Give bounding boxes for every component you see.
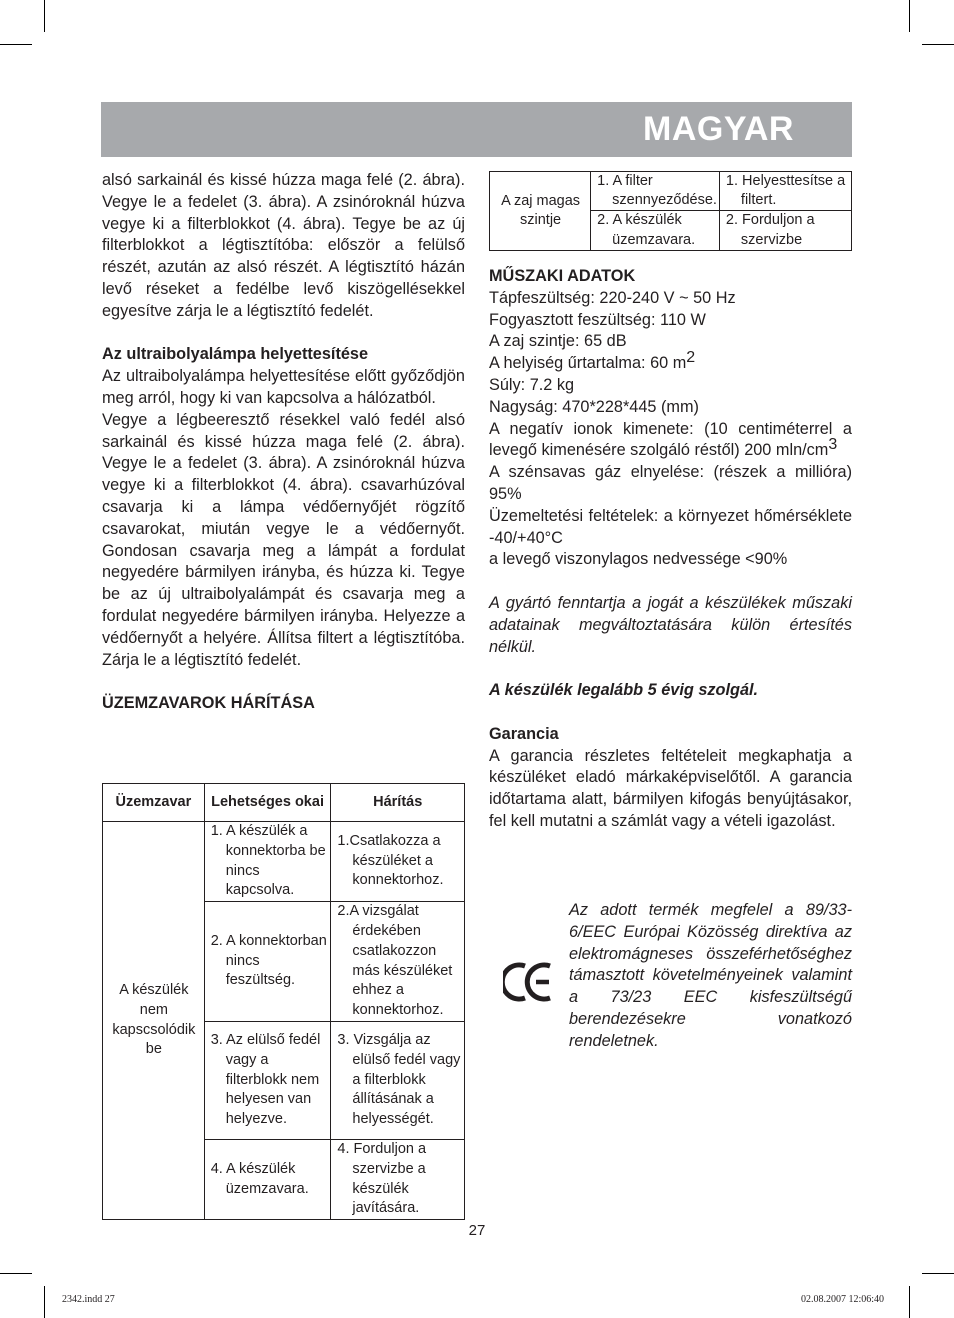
spec-voltage: Tápfeszültség: 220-240 V ~ 50 Hz <box>489 288 736 307</box>
column-header-fix: Hárítás <box>331 784 465 822</box>
troubleshooting-heading: ÜZEMZAVAROK HÁRÍTÁSA <box>102 694 315 713</box>
ce-conformity-text: Az adott termék megfelel a 89/33-6/EEC Európai Közösség direktíva az elektromágneses összeférhetőséghez támasztott követelményeinek valamint a 73/23 EEC kisfeszültségű berendezésekre vonatkozó rendeletnek. <box>569 901 852 1050</box>
spec-weight: Súly: 7.2 kg <box>489 375 575 394</box>
rights-notice: A gyártó fenntartja a jogát a készülékek műszaki adatainak megváltoztatására külön értesítés nélkül. <box>489 593 852 656</box>
cause-text: 2. A konnektorban nincs feszültség. <box>210 932 327 989</box>
spec-size: Nagyság: 470*228*445 (mm) <box>489 397 699 416</box>
cause-text: 1. A készülék a konnektorba be nincs kapcsolva. <box>210 823 326 899</box>
fix-cell <box>719 172 851 211</box>
fix-text: 1.Csatlakozza a készüléket a konnektorhoz. <box>337 832 444 889</box>
language-header-bar <box>101 102 852 157</box>
table-row <box>490 172 852 211</box>
guarantee-heading: Garancia <box>489 724 559 743</box>
column-header-problem: Üzemzavar <box>103 784 205 822</box>
specs-heading: MŰSZAKI ADATOK <box>489 267 636 285</box>
crop-mark <box>909 0 910 32</box>
ce-mark-icon <box>503 960 555 1004</box>
cause-text: 1. A filter szennyeződése. <box>597 173 717 209</box>
uv-lamp-paragraph-1: Az ultraibolyalámpa helyettesítése előtt győződjön meg arról, hogy ki van kapcsolva a hálózatból. <box>102 367 465 407</box>
language-title: MAGYAR <box>643 110 794 148</box>
footer-file-info: 2342.indd 27 <box>62 1294 115 1305</box>
cause-cell <box>204 822 331 902</box>
fix-text: 2. Forduljon a szervizbe <box>725 212 815 248</box>
spec-ions <box>489 419 852 463</box>
crop-mark <box>0 1273 32 1274</box>
crop-mark <box>44 0 45 32</box>
spec-humidity: a levegő viszonylagos nedvessége <90% <box>489 550 788 569</box>
spec-conditions: Üzemeltetési feltételek: a környezet hőmérséklete -40/+40°C <box>489 506 852 547</box>
service-life-notice: A készülék legalább 5 évig szolgál. <box>489 681 759 700</box>
spec-room-volume <box>489 349 852 375</box>
right-column <box>489 266 852 833</box>
cause-text: 4. A készülék üzemzavara. <box>210 1160 309 1197</box>
fix-text: 3. Vizsgálja az elülső fedél vagy a filterblokk állításának a helyességét. <box>337 1031 461 1128</box>
cause-cell <box>591 211 720 250</box>
column-header-causes: Lehetséges okai <box>204 784 331 822</box>
fix-cell <box>331 822 465 902</box>
crop-mark <box>909 1286 910 1318</box>
problem-cell: A zaj magas szintje <box>490 172 591 251</box>
crop-mark <box>922 44 954 45</box>
fix-text: 1. Helyesttesítse a filtert. <box>725 173 846 209</box>
fix-text: 4. Forduljon a szervizbe a készülék javítására. <box>337 1140 427 1217</box>
crop-mark <box>922 1273 954 1274</box>
superscript: 3 <box>828 436 838 454</box>
left-column <box>102 170 465 715</box>
superscript: 2 <box>686 349 696 367</box>
troubleshooting-table <box>102 783 465 1220</box>
footer-timestamp: 02.08.2007 12:06:40 <box>800 1294 884 1305</box>
spec-co2: A szénsavas gáz elnyelése: (részek a millióra) 95% <box>489 463 852 503</box>
fix-cell <box>719 211 851 250</box>
cause-cell <box>204 1021 331 1139</box>
page-number: 27 <box>468 1222 486 1239</box>
cause-cell <box>204 1139 331 1219</box>
fix-text: 2.A vizsgálat érdekében csatlakozzon más készüléket ehhez a konnektorhoz. <box>337 903 453 1019</box>
table-header-row <box>103 784 465 822</box>
problem-cell: A készülék nem kapscsolódik be <box>103 822 205 1220</box>
cause-text: 2. A készülék üzemzavara. <box>597 212 696 248</box>
uv-lamp-paragraph-2: Vegye a légbeeresztő résekkel való fedél alsó sarkainál és kissé húzza maga felé (2. ábra). Vegye le a fedelet (3. ábra). A zsinóroknál húzva vegye ki a filterblokkot (4. ábra). csavarhúzóval csavarja ki a lámpa védőernyőjét rögzítő csavarokat, miután vegye le a védőernyőt. Gondosan csavarja meg a lámpát a fordulat negyedére bármilyen irányba, és húzza ki. Tegye be az új ultraibolyalámpát és csavarja meg a fordulat negyedére bármilyen irányba. Helyezze a védőernyőt a helyére. Állítsa filtert a légtisztítóba. Zárja le a légtisztító fedelét. <box>102 410 465 669</box>
intro-paragraph: alsó sarkainál és kissé húzza maga felé (2. ábra). Vegye le a fedelet (3. ábra). A zsinóroknál húzva vegye ki a filterblokkot (4. ábra). Tegye be az új filterblokkot a légtisztítóba: először a felülső részét, azután az alsó részét. A légtisztító házán levő réseket a fedélbe levő kiszögellésekkel egyesítve zárja le a légtisztító fedelét. <box>102 171 465 320</box>
uv-lamp-heading: Az ultraibolyalámpa helyettesítése <box>102 345 369 364</box>
spec-power: Fogyasztott feszültség: 110 W <box>489 310 706 329</box>
cause-cell <box>591 172 720 211</box>
spec-room-volume-text: A helyiség űrtartalma: 60 m <box>489 354 687 373</box>
crop-mark <box>0 44 32 45</box>
cause-text: 3. Az elülső fedél vagy a filterblokk nem helyesen van helyezve. <box>210 1031 321 1128</box>
fix-cell <box>331 902 465 1022</box>
noise-troubleshooting-table <box>489 171 852 251</box>
fix-cell <box>331 1021 465 1139</box>
table-row <box>103 822 465 902</box>
spec-noise: A zaj szintje: 65 dB <box>489 332 627 351</box>
spec-ions-text: A negatív ionok kimenete: (10 centiméterrel a levegő kimenésére szolgáló réstől) 200 mln/cm <box>489 419 852 460</box>
cause-cell <box>204 902 331 1022</box>
fix-cell <box>331 1139 465 1219</box>
guarantee-text: A garancia részletes feltételeit megkaphatja a készüléket eladó márkaképviselőtől. A garancia időtartama alatt, bármilyen kifogás benyújtásakor, fel kell mutatni a számlát vagy a vételi igazolást. <box>489 746 852 830</box>
crop-mark <box>44 1286 45 1318</box>
